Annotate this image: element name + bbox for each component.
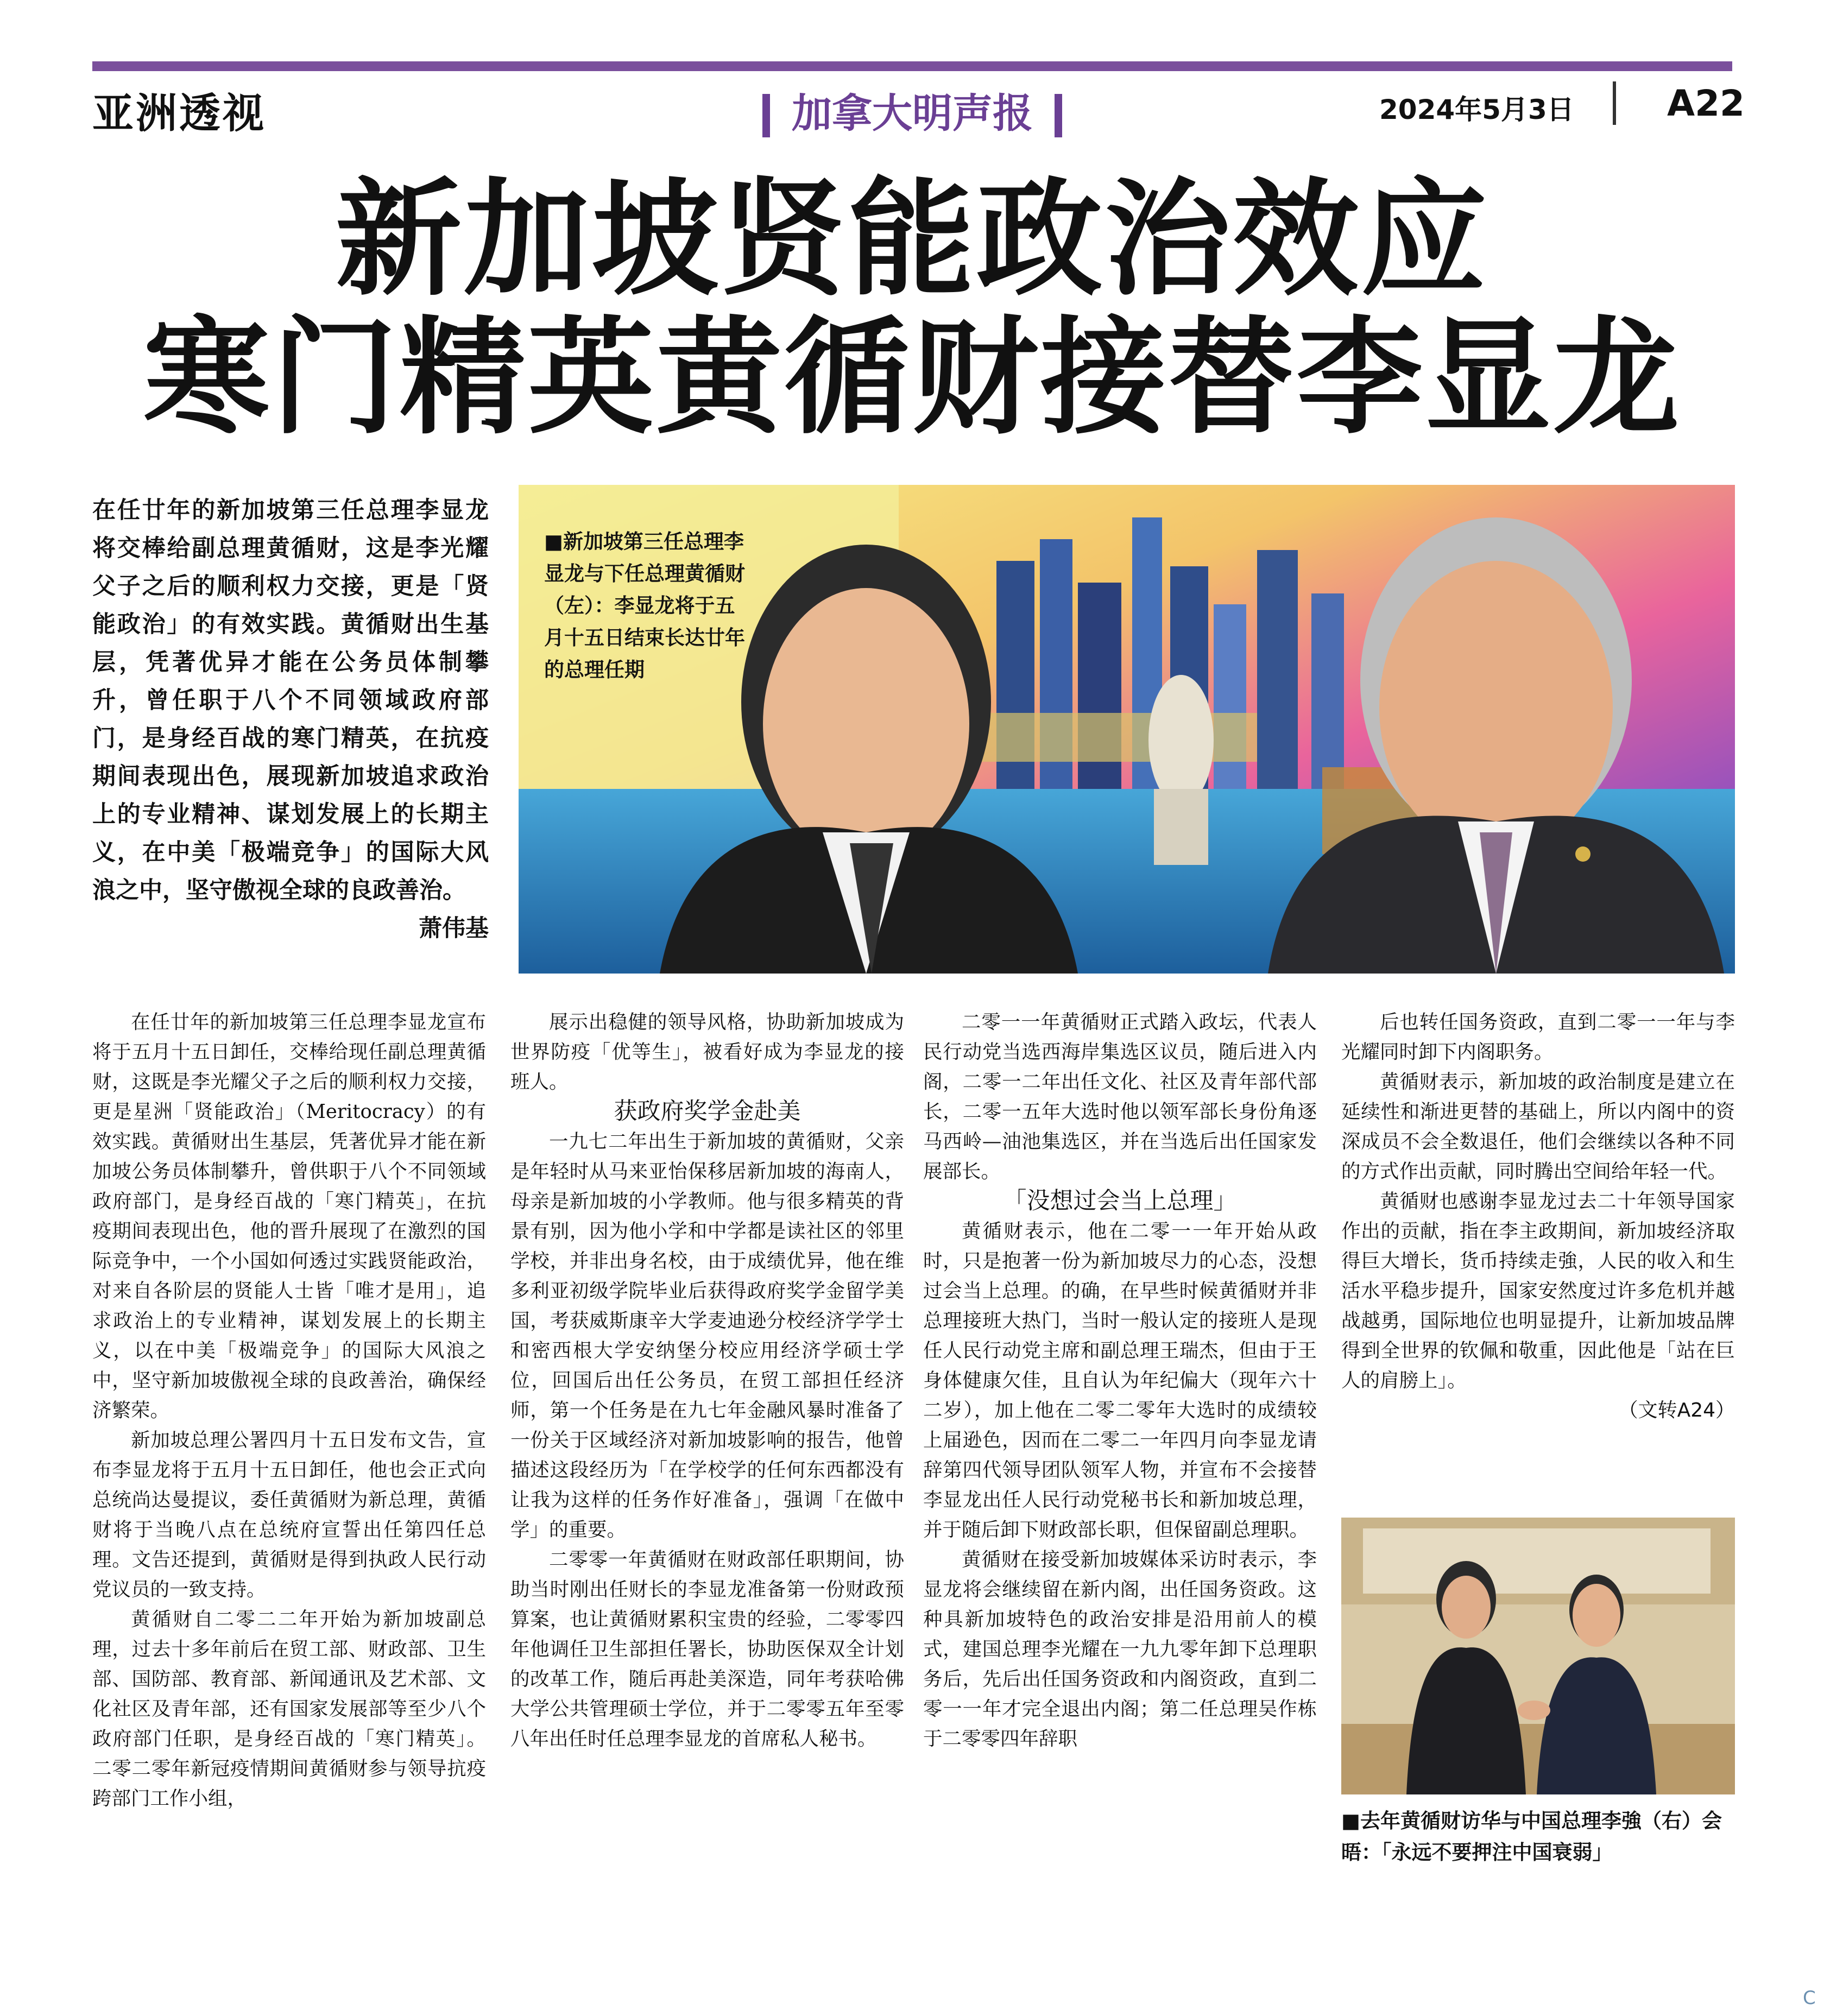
paragraph: 在任廿年的新加坡第三任总理李显龙宣布将于五月十五日卸任，交棒给现任副总理黄循财，这既是李光耀父子之后的顺利权力交接，更是星洲「贤能政治」（Meritocracy）的有效实践。黄循财出生基层，凭著优异才能在新加坡公务员体制攀升，曾供职于八个不同领域政府部门，是身经百战的「寒门精英」，在抗疫期间表现出色，他的晋升展现了在激烈的国际竞争中，一个小国如何透过实践贤能政治，对来自各阶层的贤能人士皆「唯才是用」，追求政治上的专业精神，谋划发展上的长期主义，以在中美「极端竞争」的国际大风浪之中，坚守新加坡傲视全球的良政善治，确保经济繁荣。 bbox=[92, 1011, 486, 1421]
masthead-brand-part1: 加拿大 bbox=[792, 90, 912, 137]
continuation-note: （文转A24） bbox=[1618, 1399, 1735, 1421]
subheading: 获政府奖学金赴美 bbox=[614, 1098, 801, 1125]
lead-paragraph bbox=[92, 491, 489, 947]
main-photo-caption: ■新加坡第三任总理李显龙与下任总理黄循财（左）：李显龙将于五月十五日结束长达廿年的总理任期 bbox=[544, 530, 745, 681]
section-title: 亚洲透视 bbox=[92, 89, 266, 137]
masthead-brand-part2: 明声报 bbox=[912, 90, 1033, 137]
paragraph: 黄循财也感谢李显龙过去二十年领导国家作出的贡献，指在李主政期间，新加坡经济取得巨大增长，货币持续走強，人民的收入和生活水平稳步提升，国家安然度过许多危机并越战越勇，国际地位也明显提升，让新加坡品牌得到全世界的钦佩和敬重，因此他是「站在巨人的肩膀上」。 bbox=[1341, 1190, 1735, 1392]
headline-line2: 寒门精英黄循财接替李显龙 bbox=[143, 305, 1681, 451]
paragraph: 新加坡总理公署四月十五日发布文告，宣布李显龙将于五月十五日卸任，他也会正式向总统尚达曼提议，委任黄循财为新总理，黄循财将于当晚八点在总统府宣誓出任第四任总理。文告还提到，黄循财是得到执政人民行动党议员的一致支持。 bbox=[92, 1429, 486, 1601]
top-rule bbox=[92, 61, 1732, 71]
paragraph: 二零一一年黄循财正式踏入政坛，代表人民行动党当选西海岸集选区议员，随后进入内阁，二零一二年出任文化、社区及青年部代部长，二零一五年大选时他以领军部长身份角逐马西岭—油池集选区，并在当选后出任国家发展部长。 bbox=[923, 1011, 1317, 1183]
page-number: A22 bbox=[1667, 83, 1745, 124]
article-column-2 bbox=[510, 1007, 904, 1754]
headline-line1: 新加坡贤能政治效应 bbox=[335, 166, 1489, 313]
masthead bbox=[739, 81, 1086, 139]
paragraph: 黄循财自二零二二年开始为新加坡副总理，过去十多年前后在贸工部、财政部、卫生部、国防部、教育部、新闻通讯及艺术部、文化社区及青年部，还有国家发展部等至少八个政府部门任职，是身经百战的「寒门精英」。二零二零年新冠疫情期间黄循财参与领导抗疫跨部门工作小组， bbox=[92, 1608, 486, 1810]
paragraph: 黄循财在接受新加坡媒体采访时表示，李显龙将会继续留在新内阁，出任国务资政。这种具新加坡特色的政治安排是沿用前人的模式，建国总理李光耀在一九九零年卸下总理职务后，先后出任国务资政和内阁资政，直到二零一一年才完全退出内阁；第二任总理吴作栋于二零零四年辞职 bbox=[923, 1549, 1317, 1750]
paragraph: 二零零一年黄循财在财政部任职期间，协助当时刚出任财长的李显龙准备第一份财政预算案，也让黄循财累积宝贵的经验，二零零四年他调任卫生部担任署长，协助医保双全计划的改革工作，随后再赴美深造，同年考获哈佛大学公共管理硕士学位，并于二零零五年至零八年出任时任总理李显龙的首席私人秘书。 bbox=[510, 1549, 904, 1750]
masthead-bar-left bbox=[762, 94, 770, 137]
paragraph: 一九七二年出生于新加坡的黄循财，父亲是年轻时从马来亚怡保移居新加坡的海南人，母亲是新加坡的小学教师。他与很多精英的背景有别，因为他小学和中学都是读社区的邻里学校，并非出身名校，由于成绩优异，他在维多利亚初级学院毕业后获得政府奖学金留学美国，考获威斯康辛大学麦迪逊分校经济学学士和密西根大学安纳堡分校应用经济学硕士学位，回国后出任公务员，在贸工部担任经济师，第一个任务是在九七年金融风暴时准备了一份关于区域经济对新加坡影响的报告，他曾描述这段经历为「在学校学的任何东西都没有让我为这样的任务作好准备」，强调「在做中学」的重要。 bbox=[510, 1130, 904, 1541]
issue-date: 2024年5月3日 bbox=[1379, 94, 1574, 125]
corner-mark: C bbox=[1803, 1987, 1816, 2009]
paragraph: 展示出稳健的领导风格，协助新加坡成为世界防疫「优等生」，被看好成为李显龙的接班人。 bbox=[510, 1011, 904, 1093]
secondary-photo-caption: ■去年黄循财访华与中国总理李強（右）会晤：「永远不要押注中国衰弱」 bbox=[1341, 1809, 1722, 1864]
paragraph: 黄循财表示，新加坡的政治制度是建立在延续性和渐进更替的基础上，所以内阁中的资深成员不会全数退任，他们会继续以各种不同的方式作出贡献，同时腾出空间给年轻一代。 bbox=[1341, 1071, 1735, 1183]
header-divider bbox=[1613, 81, 1616, 125]
article-column-4 bbox=[1341, 1007, 1735, 1425]
paragraph: 黄循财表示，他在二零一一年开始从政时，只是抱著一份为新加坡尽力的心态，没想过会当上总理。的确，在早些时候黄循财并非总理接班大热门，当时一般认定的接班人是现任人民行动党主席和副总理王瑞杰，但由于王身体健康欠佳，且自认为年纪偏大（现年六十二岁），加上他在二零二零年大选时的成绩较上届逊色，因而在二零二一年四月向李显龙请辞第四代领导团队领军人物，并宣布不会接替李显龙出任人民行动党秘书长和新加坡总理，并于随后卸下财政部长职，但保留副总理职。 bbox=[923, 1220, 1317, 1541]
byline-author: 萧伟基 bbox=[419, 915, 489, 942]
paragraph: 后也转任国务资政，直到二零一一年与李光耀同时卸下内阁职务。 bbox=[1341, 1011, 1735, 1063]
article-column-1 bbox=[92, 1007, 486, 1813]
article-column-3 bbox=[923, 1007, 1317, 1754]
subheading: 「没想过会当上总理」 bbox=[1003, 1187, 1237, 1215]
masthead-bar-right bbox=[1055, 94, 1062, 137]
secondary-photo bbox=[1341, 1518, 1735, 1794]
lead-text: 在任廿年的新加坡第三任总理李显龙将交棒给副总理黄循财，这是李光耀父子之后的顺利权力交接，更是「贤能政治」的有效实践。黄循财出生基层，凭著优异才能在公务员体制攀升，曾任职于八个不同领域政府部门，是身经百战的寒门精英，在抗疫期间表现出色，展现新加坡追求政治上的专业精神、谋划发展上的长期主义，在中美「极端竞争」的国际大风浪之中，坚守傲视全球的良政善治。 bbox=[92, 497, 489, 904]
